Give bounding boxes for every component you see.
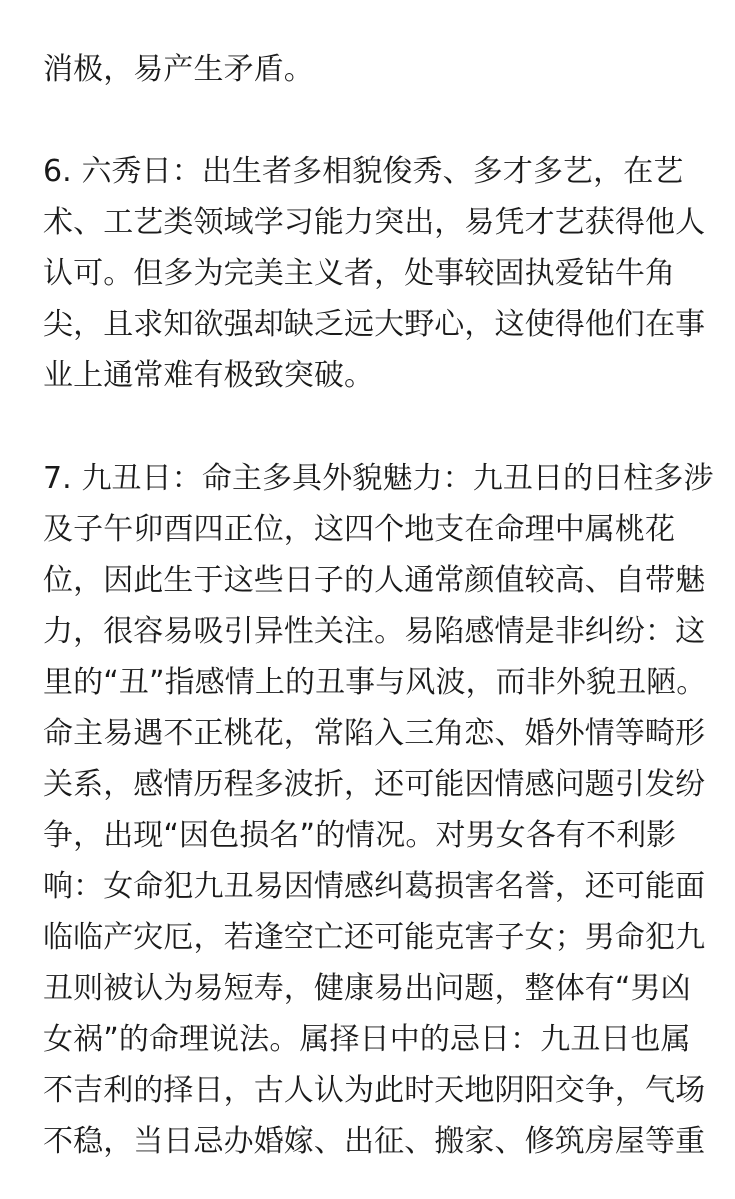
text-line: 丑则被认为易短寿，健康易出问题，整体有“男凶 <box>43 971 691 1006</box>
text-line: 术、工艺类领域学习能力突出，易凭才艺获得他人 <box>43 205 706 240</box>
text-line: 不稳，当日忌办婚嫁、出征、搬家、修筑房屋等重 <box>43 1124 706 1159</box>
text-line: 争，出现“因色损名”的情况。对男女各有不利影 <box>43 818 677 853</box>
text-line: 位，因此生于这些日子的人通常颜值较高、自带魅 <box>43 563 706 598</box>
text-line: 女祸”的命理说法。属择日中的忌日：九丑日也属 <box>43 1022 691 1057</box>
text-line: 业上通常难有极致突破。 <box>43 358 375 393</box>
text-line: 不吉利的择日，古人认为此时天地阴阳交争，气场 <box>43 1073 706 1108</box>
text-line: 命主易遇不正桃花，常陷入三角恋、婚外情等畸形 <box>43 716 706 751</box>
text-line: 里的“丑”指感情上的丑事与风波，而非外貌丑陋。 <box>43 665 707 700</box>
text-line: 响：女命犯九丑易因情感纠葛损害名誉，还可能面 <box>43 869 706 904</box>
text-line: 关系，感情历程多波折，还可能因情感问题引发纷 <box>43 767 706 802</box>
text-line: 临临产灾厄，若逢空亡还可能克害子女；男命犯九 <box>43 920 706 955</box>
text-line: 及子午卯酉四正位，这四个地支在命理中属桃花 <box>43 512 676 547</box>
text-line: 消极，易产生矛盾。 <box>43 52 314 87</box>
text-line: 认可。但多为完美主义者，处事较固执爱钻牛角 <box>43 256 676 291</box>
text-line: 6. 六秀日：出生者多相貌俊秀、多才多艺，在艺 <box>43 154 684 189</box>
text-line: 力，很容易吸引异性关注。易陷感情是非纠纷：这 <box>43 614 706 649</box>
text-line: 尖，且求知欲强却缺乏远大野心，这使得他们在事 <box>43 307 706 342</box>
text-line: 7. 九丑日：命主多具外貌魅力：九丑日的日柱多涉 <box>43 461 714 496</box>
